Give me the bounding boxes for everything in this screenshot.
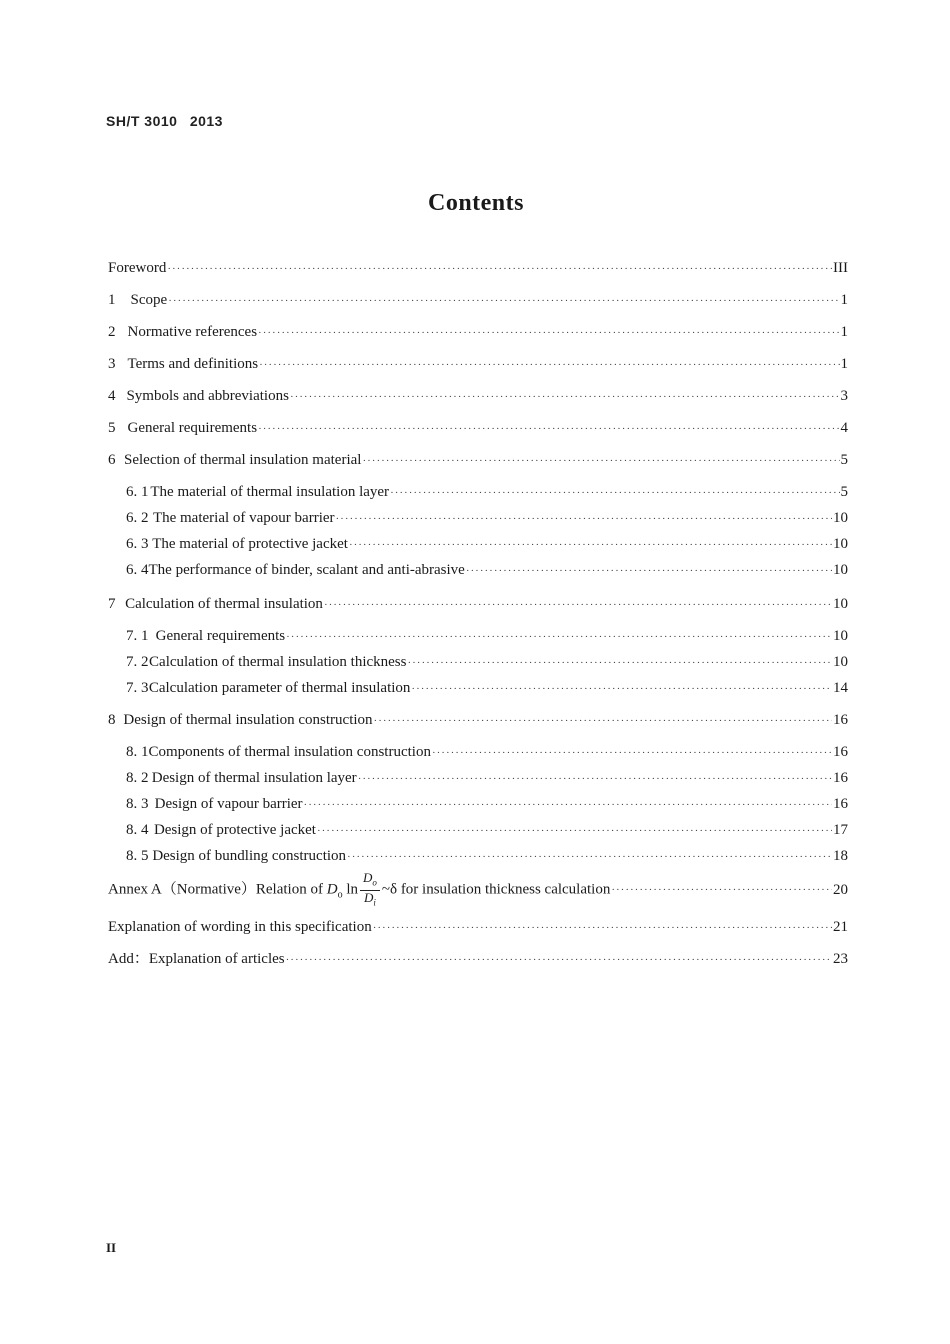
toc-number: 7. 2: [126, 654, 149, 670]
toc-page: 16: [833, 744, 848, 760]
toc-entry-design-construction[interactable]: [108, 710, 848, 731]
toc-entry-8-2[interactable]: [108, 768, 848, 789]
toc-page: 5: [840, 484, 848, 500]
toc-number: 4: [108, 388, 116, 404]
toc-label: Normative references: [127, 324, 258, 340]
math-sub: o: [337, 889, 343, 901]
toc-entry-selection-material[interactable]: [108, 450, 848, 471]
toc-number: 6: [108, 452, 116, 468]
toc-label: Selection of thermal insulation material: [124, 452, 362, 468]
toc-label: Terms and definitions: [127, 356, 259, 372]
toc-label: General requirements: [127, 420, 258, 436]
toc-entry-8-5[interactable]: [108, 846, 848, 867]
toc-entry-7-2[interactable]: [108, 652, 848, 673]
frac-bottom: D: [363, 889, 374, 905]
toc-entry-6-1[interactable]: [108, 482, 848, 503]
toc-page: 10: [833, 510, 848, 526]
page-number: II: [106, 1240, 117, 1255]
frac-top: D: [362, 870, 373, 885]
toc-page: 16: [833, 770, 848, 786]
math-rel: ~δ: [381, 881, 398, 898]
leader-dots: [411, 679, 832, 699]
standard-number: SH/T 3010: [106, 113, 178, 129]
toc-page: 3: [840, 388, 848, 404]
toc-page: 16: [833, 712, 848, 728]
toc-label: Scope: [130, 292, 168, 308]
leader-dots: [317, 821, 832, 841]
leader-dots: [362, 451, 839, 471]
toc-number: 8. 4: [126, 822, 149, 838]
toc-number: 7. 1: [126, 628, 149, 644]
toc-entry-6-4[interactable]: [108, 560, 848, 581]
toc-number: 8. 2: [126, 770, 149, 786]
toc-entry-explanation-wording[interactable]: [108, 917, 848, 938]
leader-dots: [167, 259, 832, 279]
toc-entry-general-requirements[interactable]: [108, 418, 848, 439]
toc-label: Design of thermal insulation layer: [151, 770, 357, 786]
toc-label: Calculation parameter of thermal insulation: [148, 680, 411, 696]
math-d: D: [326, 881, 338, 898]
toc-page: 1: [840, 292, 848, 308]
leader-dots: [349, 535, 832, 555]
toc-entry-8-1[interactable]: [108, 742, 848, 763]
math-ln: ln: [346, 881, 358, 898]
toc-entry-normative-references[interactable]: [108, 322, 848, 343]
toc-label: Calculation of thermal insulation: [125, 596, 323, 612]
document-header: [106, 113, 223, 129]
annex-suffix: for insulation thickness calculation: [400, 881, 611, 898]
toc-page: 14: [833, 680, 848, 696]
toc-page: 20: [833, 882, 848, 899]
toc-label: Add：Explanation of articles: [108, 951, 285, 968]
toc-entry-8-4[interactable]: [108, 820, 848, 841]
toc-page: 1: [840, 324, 848, 340]
toc-label: Design of protective jacket: [153, 822, 316, 838]
frac-bottom-sub: i: [373, 897, 376, 908]
leader-dots: [304, 795, 832, 815]
toc-number: 8. 3: [126, 796, 149, 812]
table-of-contents: [108, 258, 848, 970]
leader-dots: [286, 950, 832, 970]
toc-page: 4: [840, 420, 848, 436]
leader-dots: [286, 627, 832, 647]
toc-label: Design of vapour barrier: [154, 796, 303, 812]
toc-number: 2: [108, 324, 116, 340]
page-title: Contents: [427, 190, 524, 216]
toc-number: 5: [108, 420, 116, 436]
toc-page: 21: [833, 919, 848, 936]
toc-entry-7-1[interactable]: [108, 626, 848, 647]
toc-page: III: [833, 260, 848, 276]
leader-dots: [374, 711, 832, 731]
toc-label: The material of protective jacket: [152, 536, 348, 552]
leader-dots: [258, 323, 839, 343]
toc-page: 18: [833, 848, 848, 864]
leader-dots: [259, 355, 839, 375]
leader-dots: [466, 561, 832, 581]
toc-label: Design of thermal insulation construction: [123, 712, 373, 728]
leader-dots: [358, 769, 832, 789]
leader-dots: [258, 419, 839, 439]
leader-dots: [324, 595, 832, 615]
toc-number: 1: [108, 292, 116, 308]
toc-number: 6. 1: [126, 484, 149, 500]
toc-page: 10: [833, 562, 848, 578]
toc-label: Components of thermal insulation construction: [148, 744, 431, 760]
toc-entry-6-3[interactable]: [108, 534, 848, 555]
toc-number: 3: [108, 356, 116, 372]
leader-dots: [407, 653, 832, 673]
leader-dots: [432, 743, 832, 763]
toc-page: 10: [833, 654, 848, 670]
toc-number: 7: [108, 596, 116, 612]
toc-entry-explanation-articles[interactable]: [108, 949, 848, 970]
toc-label: The performance of binder, scalant and anti-abrasive: [148, 562, 465, 578]
toc-entry-annex-a[interactable]: [108, 871, 848, 909]
toc-page: 23: [833, 951, 848, 968]
leader-dots: [347, 847, 832, 867]
toc-number: 6. 2: [126, 510, 149, 526]
toc-entry-symbols-abbreviations[interactable]: [108, 386, 848, 407]
toc-entry-calculation[interactable]: [108, 594, 848, 615]
toc-page: 17: [833, 822, 848, 838]
toc-label: Foreword: [108, 260, 167, 276]
toc-label: Explanation of wording in this specification: [108, 919, 372, 936]
leader-dots: [390, 483, 839, 503]
toc-page: 16: [833, 796, 848, 812]
toc-entry-foreword[interactable]: [108, 258, 848, 279]
toc-label: [108, 871, 610, 909]
toc-number: 8. 5: [126, 848, 149, 864]
toc-label: The material of thermal insulation layer: [150, 484, 390, 500]
toc-page: 10: [833, 628, 848, 644]
leader-dots: [611, 881, 832, 899]
toc-label: General requirements: [155, 628, 286, 644]
toc-entry-scope[interactable]: [108, 290, 848, 311]
toc-label: The material of vapour barrier: [152, 510, 335, 526]
toc-number: 8: [108, 712, 116, 728]
toc-label: Calculation of thermal insulation thickness: [149, 654, 407, 670]
leader-dots: [290, 387, 840, 407]
toc-entry-6-2[interactable]: [108, 508, 848, 529]
leader-dots: [373, 918, 832, 938]
toc-number: 8. 1: [126, 744, 149, 760]
toc-entry-8-3[interactable]: [108, 794, 848, 815]
toc-label: Symbols and abbreviations: [126, 388, 289, 404]
frac-top-sub: o: [372, 877, 377, 888]
toc-number: 6. 4: [126, 562, 149, 578]
standard-year: 2013: [189, 113, 223, 129]
leader-dots: [336, 509, 832, 529]
toc-entry-terms-definitions[interactable]: [108, 354, 848, 375]
toc-label: Design of bundling construction: [152, 848, 347, 864]
toc-page: 10: [833, 596, 848, 612]
toc-page: 1: [840, 356, 848, 372]
annex-prefix: Annex A（Normative）Relation of: [108, 881, 323, 898]
toc-page: 5: [840, 452, 848, 468]
leader-dots: [168, 291, 839, 311]
toc-page: 10: [833, 536, 848, 552]
math-fraction: [360, 871, 380, 909]
toc-number: 6. 3: [126, 536, 149, 552]
toc-number: 7. 3: [126, 680, 149, 696]
toc-entry-7-3[interactable]: [108, 678, 848, 699]
